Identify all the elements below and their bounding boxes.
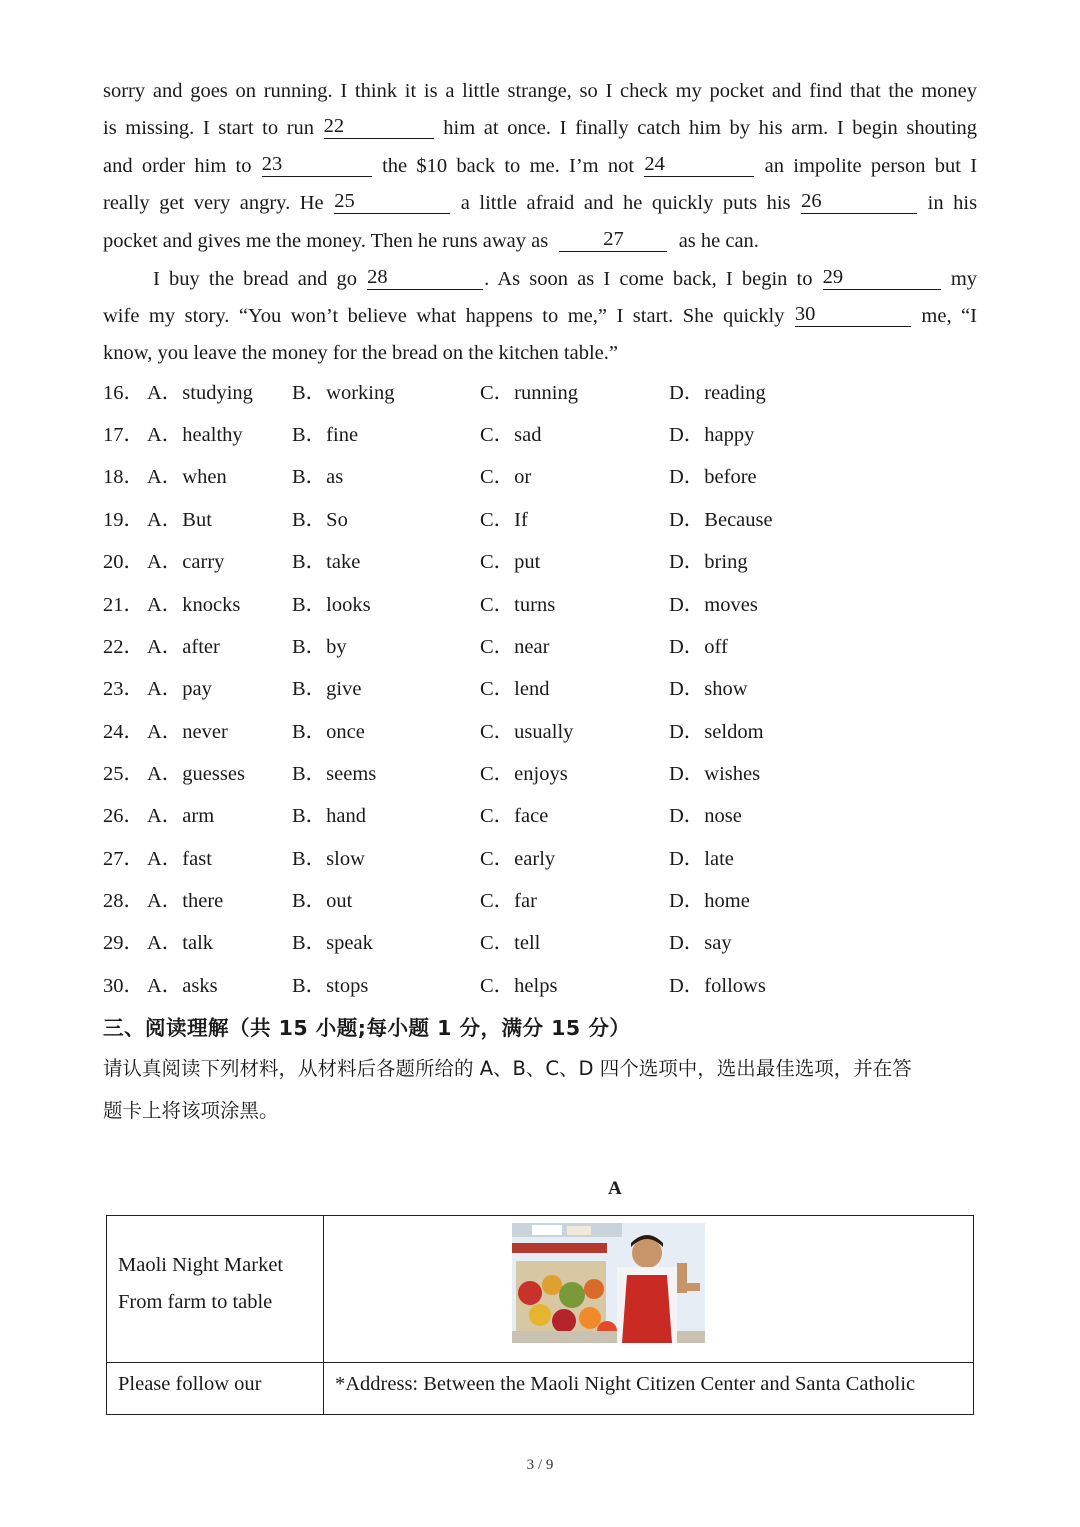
instructions-line: 请认真阅读下列材料，从材料后各题所给的 A、B、C、D 四个选项中，选出最佳选项，并在答 (103, 1057, 912, 1080)
question-number: 30． (103, 975, 144, 997)
vendor-photo-illustration (512, 1223, 705, 1343)
passage-line (103, 301, 977, 331)
option-d[interactable]: D．Because (669, 509, 773, 531)
passage-line (153, 264, 977, 294)
option-d[interactable]: D．wishes (669, 763, 761, 785)
market-slogan: From farm to table (118, 1291, 273, 1313)
option-a[interactable]: A．carry (147, 551, 225, 573)
option-c[interactable]: C．helps (480, 975, 558, 997)
option-d[interactable]: D．home (669, 890, 750, 912)
option-a[interactable]: A．after (147, 636, 220, 658)
option-c[interactable]: C．sad (480, 424, 542, 446)
question-row (103, 928, 863, 958)
option-d[interactable]: D．off (669, 636, 728, 658)
option-b[interactable]: B．as (292, 466, 344, 488)
option-b[interactable]: B．So (292, 509, 348, 531)
option-b[interactable]: B．out (292, 890, 353, 912)
passage-line (103, 226, 977, 256)
question-number: 20． (103, 551, 144, 573)
question-number: 25． (103, 763, 144, 785)
market-name: Maoli Night Market (118, 1254, 284, 1276)
follow-label: Please follow our (118, 1373, 262, 1395)
option-b[interactable]: B．fine (292, 424, 359, 446)
option-d[interactable]: D．seldom (669, 721, 764, 743)
option-c[interactable]: C．lend (480, 678, 550, 700)
option-c[interactable]: C．turns (480, 594, 556, 616)
option-c[interactable]: C．usually (480, 721, 574, 743)
option-b[interactable]: B．speak (292, 932, 373, 954)
option-d[interactable]: D．bring (669, 551, 748, 573)
option-c[interactable]: C．near (480, 636, 550, 658)
question-row (103, 378, 863, 408)
option-d[interactable]: D．follows (669, 975, 766, 997)
question-row (103, 420, 863, 450)
text: wife my story. “You won’t believe what happens to me,” I start. She quickly (103, 305, 785, 327)
question-row (103, 717, 863, 747)
table-divider (323, 1216, 324, 1414)
address-text: *Address: Between the Maoli Night Citizen Center and Santa Catholic (335, 1373, 916, 1395)
text: is missing. I start to run (103, 117, 315, 139)
option-b[interactable]: B．by (292, 636, 347, 658)
blank-22[interactable]: 22 (324, 115, 434, 139)
blank-30[interactable]: 30 (795, 303, 911, 327)
question-row (103, 632, 863, 662)
page-number: 3 / 9 (526, 1457, 554, 1473)
question-number: 29． (103, 932, 144, 954)
option-a[interactable]: A．studying (147, 382, 253, 404)
text: and order him to (103, 155, 252, 177)
option-c[interactable]: C．face (480, 805, 549, 827)
option-b[interactable]: B．give (292, 678, 362, 700)
text: I buy the bread and go (153, 268, 358, 290)
option-c[interactable]: C．If (480, 509, 528, 531)
text: my (950, 268, 978, 290)
option-d[interactable]: D．nose (669, 805, 742, 827)
text: the $10 back to me. I’m not (382, 155, 635, 177)
question-row (103, 886, 863, 916)
question-row (103, 801, 863, 831)
option-d[interactable]: D．moves (669, 594, 758, 616)
question-row (103, 547, 863, 577)
blank-26[interactable]: 26 (801, 190, 917, 214)
question-row (103, 590, 863, 620)
option-b[interactable]: B．seems (292, 763, 377, 785)
option-a[interactable]: A．But (147, 509, 212, 531)
vendor-photo (512, 1223, 705, 1343)
option-d[interactable]: D．before (669, 466, 757, 488)
option-c[interactable]: C．tell (480, 932, 541, 954)
option-c[interactable]: C．early (480, 848, 556, 870)
option-a[interactable]: A．there (147, 890, 224, 912)
text: him at once. I finally catch him by his arm. I begin shouting (443, 117, 978, 139)
instructions-line: 题卡上将该项涂黑。 (103, 1099, 279, 1122)
option-a[interactable]: A．talk (147, 932, 214, 954)
option-b[interactable]: B．hand (292, 805, 367, 827)
blank-24[interactable]: 24 (644, 153, 754, 177)
option-c[interactable]: C．far (480, 890, 537, 912)
option-a[interactable]: A．arm (147, 805, 215, 827)
question-row (103, 462, 863, 492)
passage-heading: A (608, 1178, 622, 1199)
option-b[interactable]: B．take (292, 551, 361, 573)
option-d[interactable]: D．show (669, 678, 748, 700)
question-number: 24． (103, 721, 144, 743)
option-b[interactable]: B．working (292, 382, 395, 404)
table-divider (107, 1362, 973, 1363)
text: as he can. (678, 230, 759, 252)
option-a[interactable]: A．healthy (147, 424, 243, 446)
option-d[interactable]: D．say (669, 932, 732, 954)
question-number: 26． (103, 805, 144, 827)
option-b[interactable]: B．slow (292, 848, 365, 870)
text: really get very angry. He (103, 192, 324, 214)
option-c[interactable]: C．running (480, 382, 578, 404)
blank-23[interactable]: 23 (262, 153, 372, 177)
option-c[interactable]: C．put (480, 551, 541, 573)
question-row (103, 759, 863, 789)
blank-25[interactable]: 25 (334, 190, 450, 214)
text: . As soon as I come back, I begin to (484, 268, 813, 290)
passage-line (103, 113, 977, 143)
question-number: 16． (103, 382, 144, 404)
question-number: 27． (103, 848, 144, 870)
blank-28[interactable]: 28 (367, 266, 483, 290)
option-c[interactable]: C．or (480, 466, 532, 488)
passage-line: know, you leave the money for the bread on the kitchen table.” (103, 342, 618, 364)
section-title: 三、阅读理解（共 15 小题;每小题 1 分，满分 15 分） (103, 1016, 631, 1040)
text: a little afraid and he quickly puts his (460, 192, 791, 214)
option-b[interactable]: B．looks (292, 594, 371, 616)
passage-line (103, 188, 977, 218)
question-number: 23． (103, 678, 144, 700)
option-a[interactable]: A．pay (147, 678, 212, 700)
question-number: 22． (103, 636, 144, 658)
option-a[interactable]: A．guesses (147, 763, 245, 785)
text: an impolite person but I (764, 155, 978, 177)
option-a[interactable]: A．asks (147, 975, 218, 997)
blank-29[interactable]: 29 (823, 266, 941, 290)
question-number: 21． (103, 594, 144, 616)
question-row (103, 505, 863, 535)
question-number: 19． (103, 509, 144, 531)
passage-line (103, 151, 977, 181)
option-b[interactable]: B．stops (292, 975, 369, 997)
option-d[interactable]: D．happy (669, 424, 755, 446)
question-row (103, 674, 863, 704)
text: pocket and gives me the money. Then he runs away as (103, 230, 549, 252)
info-table (106, 1215, 974, 1415)
option-c[interactable]: C．enjoys (480, 763, 568, 785)
question-number: 17． (103, 424, 144, 446)
option-b[interactable]: B．once (292, 721, 365, 743)
text: me, “I (921, 305, 977, 327)
question-row (103, 844, 863, 874)
text: in his (927, 192, 978, 214)
question-number: 18． (103, 466, 144, 488)
blank-27[interactable]: 27 (559, 228, 667, 252)
option-d[interactable]: D．late (669, 848, 734, 870)
option-a[interactable]: A．when (147, 466, 227, 488)
passage-line: sorry and goes on running. I think it is a little strange, so I check my pocket and find that the money (103, 80, 977, 102)
option-d[interactable]: D．reading (669, 382, 766, 404)
question-row (103, 971, 863, 1001)
option-a[interactable]: A．knocks (147, 594, 241, 616)
option-a[interactable]: A．never (147, 721, 228, 743)
question-number: 28． (103, 890, 144, 912)
option-a[interactable]: A．fast (147, 848, 212, 870)
